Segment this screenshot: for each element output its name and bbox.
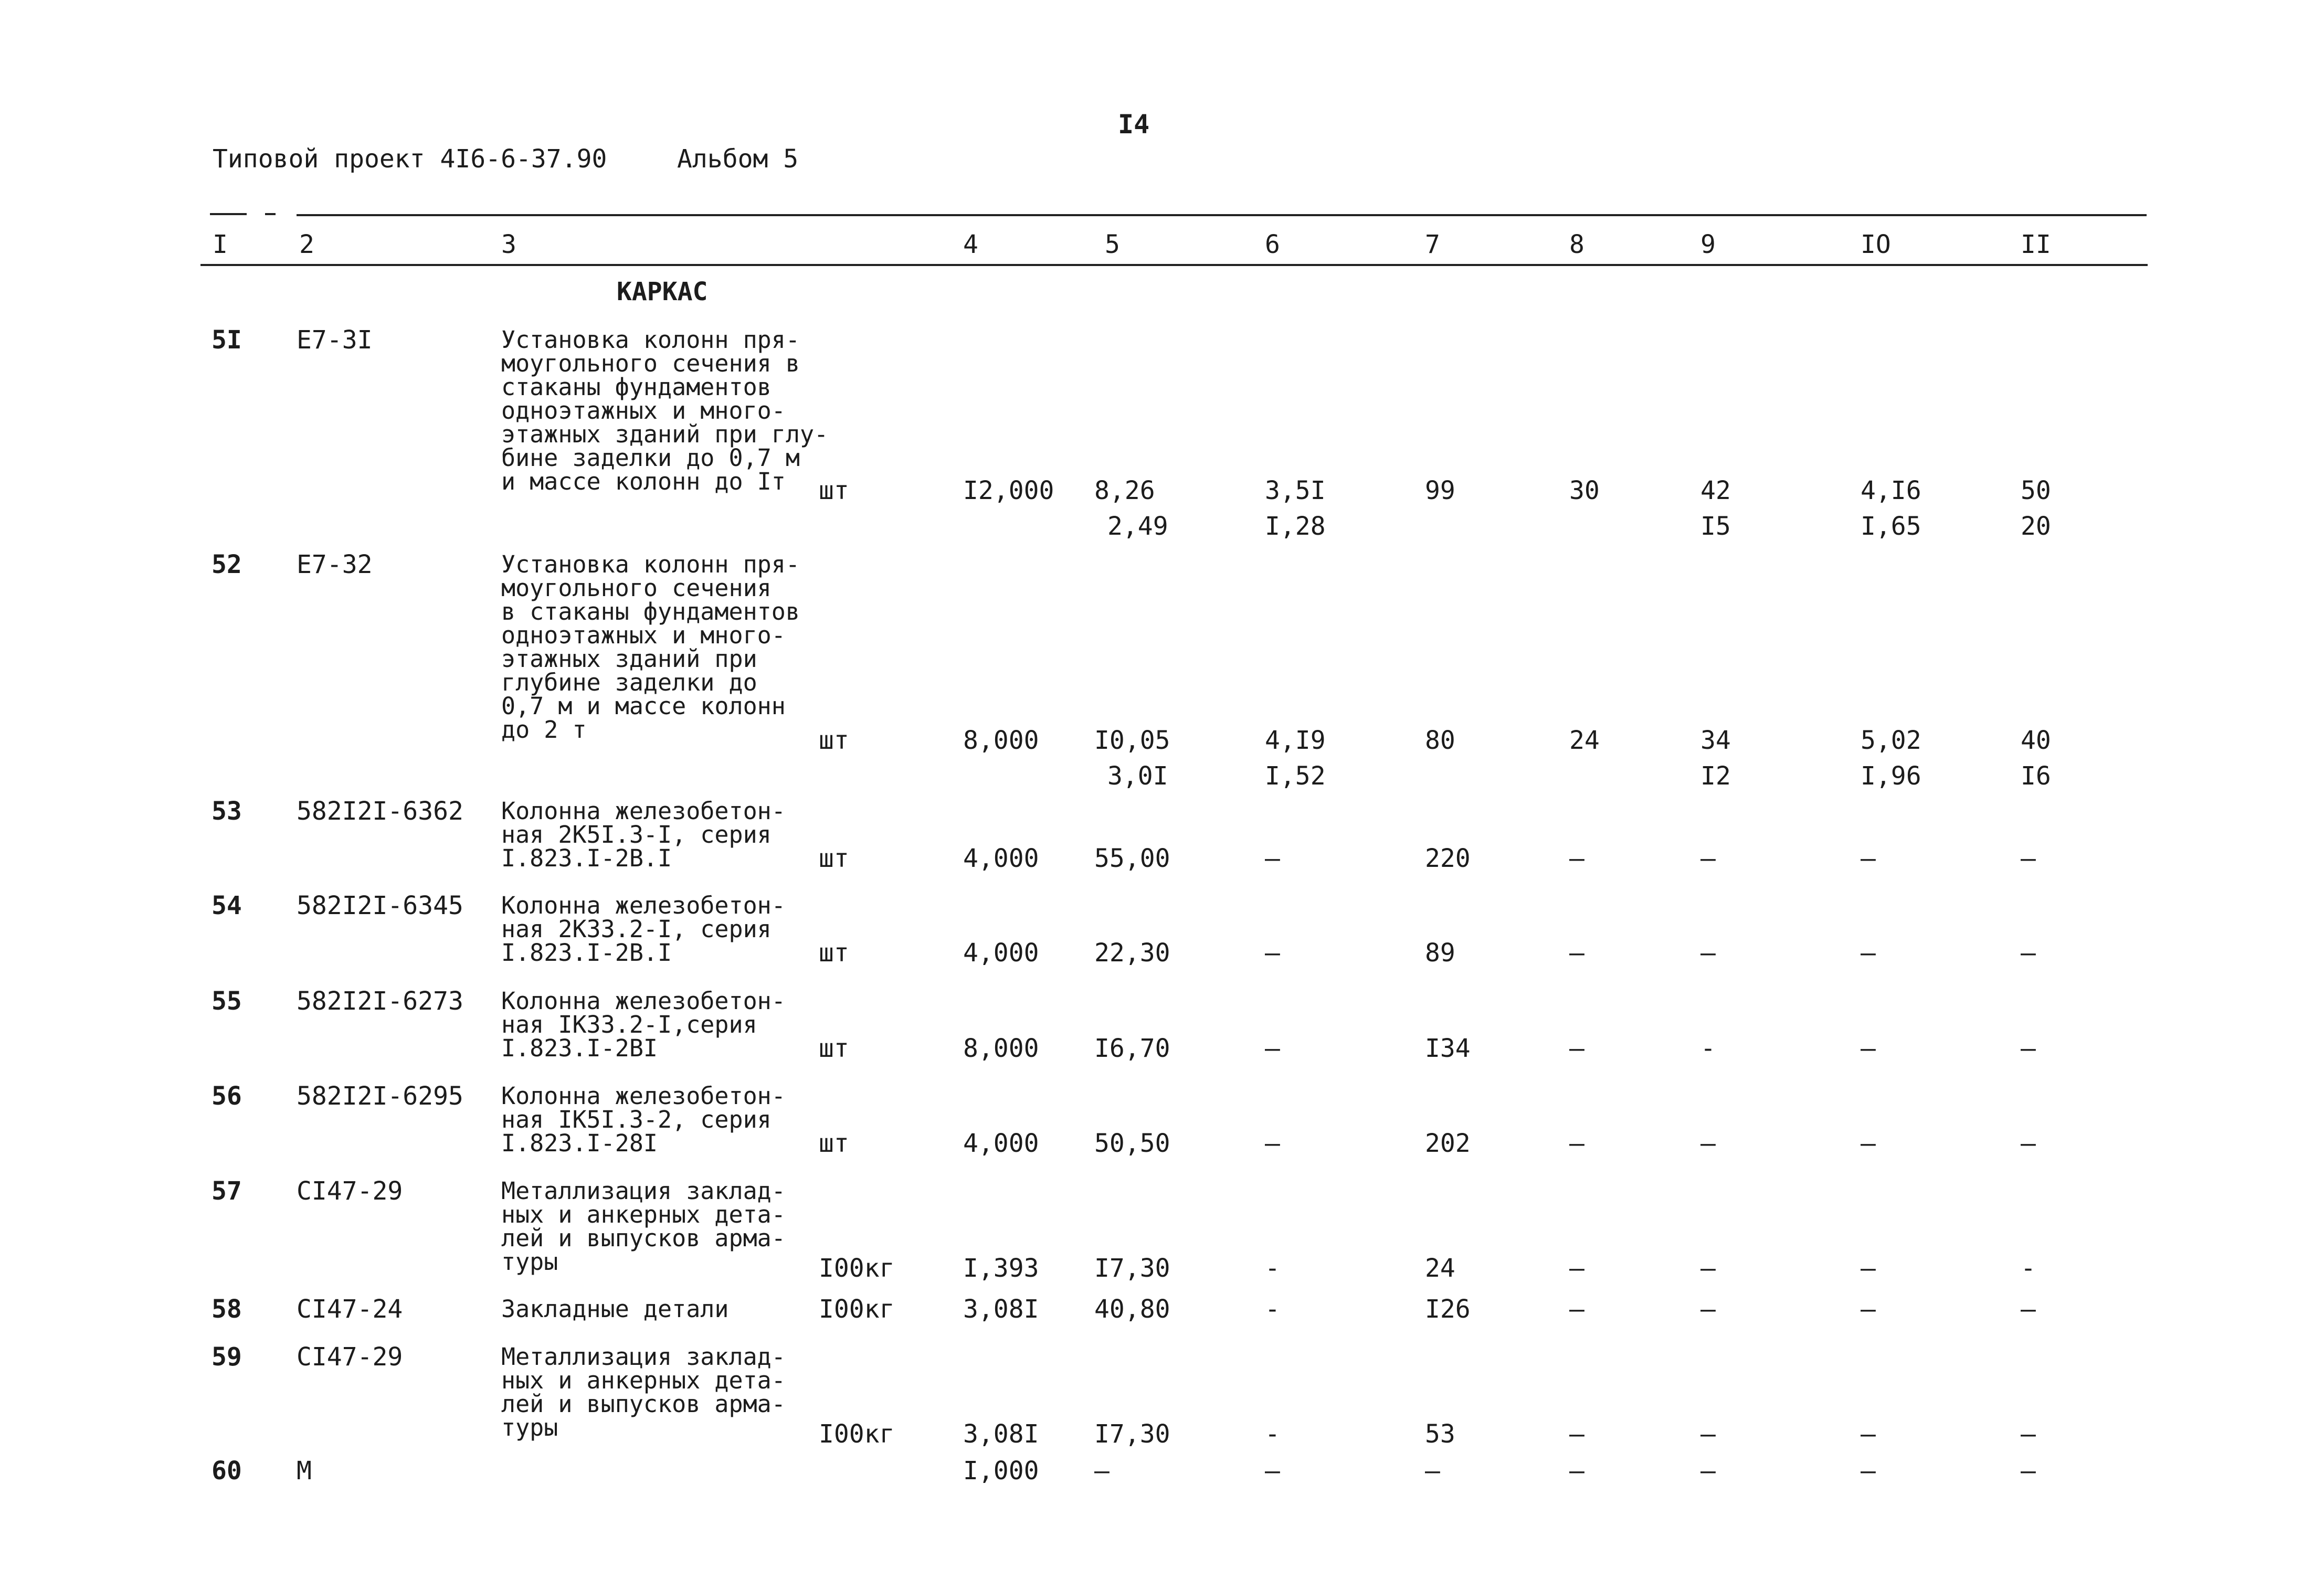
unit: шт (819, 476, 849, 505)
rate-code: 582I2I-6362 (297, 797, 463, 826)
column-number-1: I (213, 230, 228, 259)
col10-value: – (1861, 1254, 1876, 1283)
col11-value: – (2021, 1419, 2036, 1449)
col9-value: – (1700, 1419, 1716, 1449)
col8-value: 24 (1569, 726, 1600, 755)
quantity: 4,000 (963, 1129, 1039, 1158)
column-number-5: 5 (1105, 230, 1120, 259)
work-description: Установка колонн пря- моугольного сечения в стаканы фундаментов одноэтажных и много- этажных зданий при глубине заделки до 0,7 м и массе колонн до 2 т (501, 550, 800, 744)
column-number-8: 8 (1569, 230, 1584, 259)
col6-value: – (1265, 1456, 1280, 1486)
col5-value: 8,26 (1094, 476, 1155, 505)
col6-value: - (1265, 1419, 1280, 1449)
col7-value: 99 (1425, 476, 1455, 505)
col7-value: 80 (1425, 726, 1455, 755)
work-description: Колонна железобетон- ная IК33.2-I,серия I.823.I-2ВI (501, 987, 786, 1062)
unit: шт (819, 844, 849, 873)
row-number: 57 (212, 1176, 242, 1206)
col10-value-2: I,96 (1861, 761, 1921, 791)
col5-value: 40,80 (1094, 1295, 1170, 1324)
col10-value: – (1861, 1034, 1876, 1063)
col9-value: – (1700, 1129, 1716, 1158)
col5-value-2: 3,0I (1107, 761, 1168, 791)
unit: I00кг (819, 1419, 895, 1449)
col11-value: - (2021, 1254, 2036, 1283)
quantity: I2,000 (963, 476, 1054, 505)
col11-value: – (2021, 1129, 2036, 1158)
page-number: I4 (1118, 109, 1150, 140)
col9-value: – (1700, 1456, 1716, 1486)
col9-value: – (1700, 1254, 1716, 1283)
col10-value: – (1861, 844, 1876, 873)
column-number-10: IO (1861, 230, 1891, 259)
work-description: Колонна железобетон- ная IК5I.3-2, серия I.823.I-28I (501, 1082, 786, 1157)
col6-value: – (1265, 844, 1280, 873)
col5-value: I6,70 (1094, 1034, 1170, 1063)
col8-value: – (1569, 1254, 1584, 1283)
unit: шт (819, 726, 849, 755)
row-number: 5I (212, 325, 242, 355)
rate-code: СI47-24 (297, 1295, 403, 1324)
col10-value: – (1861, 1129, 1876, 1158)
header-rule-dash (265, 213, 276, 215)
col5-value: I7,30 (1094, 1419, 1170, 1449)
col6-value: - (1265, 1295, 1280, 1324)
album-label: Альбом 5 (677, 144, 799, 174)
col7-value: 220 (1425, 844, 1471, 873)
quantity: 4,000 (963, 938, 1039, 968)
row-number: 55 (212, 987, 242, 1016)
col10-value: 5,02 (1861, 726, 1921, 755)
col11-value-2: 20 (2021, 512, 2051, 541)
col11-value: – (2021, 1295, 2036, 1324)
quantity: I,000 (963, 1456, 1039, 1486)
col10-value: – (1861, 1295, 1876, 1324)
col8-value: – (1569, 1129, 1584, 1158)
col5-value: 55,00 (1094, 844, 1170, 873)
header-rule-bottom (200, 264, 2148, 266)
col6-value: – (1265, 1129, 1280, 1158)
work-description: Металлизация заклад- ных и анкерных дета- лей и выпусков арма- туры (501, 1343, 786, 1441)
column-number-11: II (2021, 230, 2051, 259)
col9-value: – (1700, 844, 1716, 873)
col11-value: – (2021, 844, 2036, 873)
col7-value: 89 (1425, 938, 1455, 968)
quantity: 3,08I (963, 1295, 1039, 1324)
col5-value: 50,50 (1094, 1129, 1170, 1158)
row-number: 56 (212, 1081, 242, 1111)
col7-value: I26 (1425, 1295, 1471, 1324)
rate-code: М (297, 1456, 312, 1486)
col9-value: – (1700, 1295, 1716, 1324)
quantity: I,393 (963, 1254, 1039, 1283)
col6-value: – (1265, 1034, 1280, 1063)
rate-code: СI47-29 (297, 1342, 403, 1372)
col6-value: 3,5I (1265, 476, 1326, 505)
quantity: 4,000 (963, 844, 1039, 873)
column-number-3: 3 (501, 230, 516, 259)
work-description: Закладные детали (501, 1295, 729, 1323)
col11-value: – (2021, 1034, 2036, 1063)
unit: шт (819, 1034, 849, 1063)
header-rule-top (297, 214, 2147, 216)
col5-value: – (1094, 1456, 1110, 1486)
column-number-7: 7 (1425, 230, 1440, 259)
col10-value: – (1861, 1456, 1876, 1486)
unit: I00кг (819, 1295, 895, 1324)
col7-value: 53 (1425, 1419, 1455, 1449)
work-description: Колонна железобетон- ная 2К5I.3-I, серия I.823.I-2В.I (501, 797, 786, 872)
unit: шт (819, 938, 849, 968)
col9-value-2: I5 (1700, 512, 1731, 541)
column-number-9: 9 (1700, 230, 1716, 259)
col9-value: 42 (1700, 476, 1731, 505)
col9-value-2: I2 (1700, 761, 1731, 791)
quantity: 8,000 (963, 726, 1039, 755)
col7-value: 202 (1425, 1129, 1471, 1158)
work-description: Металлизация заклад- ных и анкерных дета- лей и выпусков арма- туры (501, 1177, 786, 1276)
col11-value-2: I6 (2021, 761, 2051, 791)
row-number: 54 (212, 891, 242, 920)
column-number-4: 4 (963, 230, 978, 259)
row-number: 58 (212, 1295, 242, 1324)
row-number: 59 (212, 1342, 242, 1372)
col11-value: – (2021, 1456, 2036, 1486)
unit: шт (819, 1129, 849, 1158)
rate-code: 582I2I-6273 (297, 987, 463, 1016)
rate-code: СI47-29 (297, 1176, 403, 1206)
rate-code: Е7-3I (297, 325, 373, 355)
col5-value: I7,30 (1094, 1254, 1170, 1283)
column-number-2: 2 (299, 230, 314, 259)
col6-value: 4,I9 (1265, 726, 1326, 755)
col8-value: – (1569, 1295, 1584, 1324)
unit: I00кг (819, 1254, 895, 1283)
col8-value: – (1569, 938, 1584, 968)
col11-value: 40 (2021, 726, 2051, 755)
col9-value: - (1700, 1034, 1716, 1063)
work-description: Установка колонн пря- моугольного сечения в стаканы фундаментов одноэтажных и много- этажных зданий при глу- бине заделки до 0,7 м и массе колонн до Iт (501, 326, 829, 495)
col8-value: 30 (1569, 476, 1600, 505)
col8-value: – (1569, 1456, 1584, 1486)
col6-value: – (1265, 938, 1280, 968)
col7-value: I34 (1425, 1034, 1471, 1063)
col8-value: – (1569, 844, 1584, 873)
col7-value: 24 (1425, 1254, 1455, 1283)
col6-value-2: I,28 (1265, 512, 1326, 541)
rate-code: 582I2I-6345 (297, 891, 463, 920)
col5-value-2: 2,49 (1107, 512, 1168, 541)
col7-value: – (1425, 1456, 1440, 1486)
row-number: 52 (212, 550, 242, 579)
col8-value: – (1569, 1034, 1584, 1063)
col11-value: 50 (2021, 476, 2051, 505)
col9-value: 34 (1700, 726, 1731, 755)
col6-value: - (1265, 1254, 1280, 1283)
row-number: 53 (212, 797, 242, 826)
col10-value-2: I,65 (1861, 512, 1921, 541)
col6-value-2: I,52 (1265, 761, 1326, 791)
col5-value: I0,05 (1094, 726, 1170, 755)
rate-code: Е7-32 (297, 550, 373, 579)
row-number: 60 (212, 1456, 242, 1486)
col10-value: 4,I6 (1861, 476, 1921, 505)
header-rule-dash (210, 213, 247, 215)
col9-value: – (1700, 938, 1716, 968)
work-description: Колонна железобетон- ная 2К33.2-I, серия I.823.I-2В.I (501, 892, 786, 967)
quantity: 3,08I (963, 1419, 1039, 1449)
col10-value: – (1861, 938, 1876, 968)
column-number-6: 6 (1265, 230, 1280, 259)
col5-value: 22,30 (1094, 938, 1170, 968)
project-title: Типовой проект 4I6-6-37.90 (213, 144, 607, 174)
col8-value: – (1569, 1419, 1584, 1449)
rate-code: 582I2I-6295 (297, 1081, 463, 1111)
section-title: КАРКАС (617, 277, 708, 306)
col10-value: – (1861, 1419, 1876, 1449)
quantity: 8,000 (963, 1034, 1039, 1063)
col11-value: – (2021, 938, 2036, 968)
